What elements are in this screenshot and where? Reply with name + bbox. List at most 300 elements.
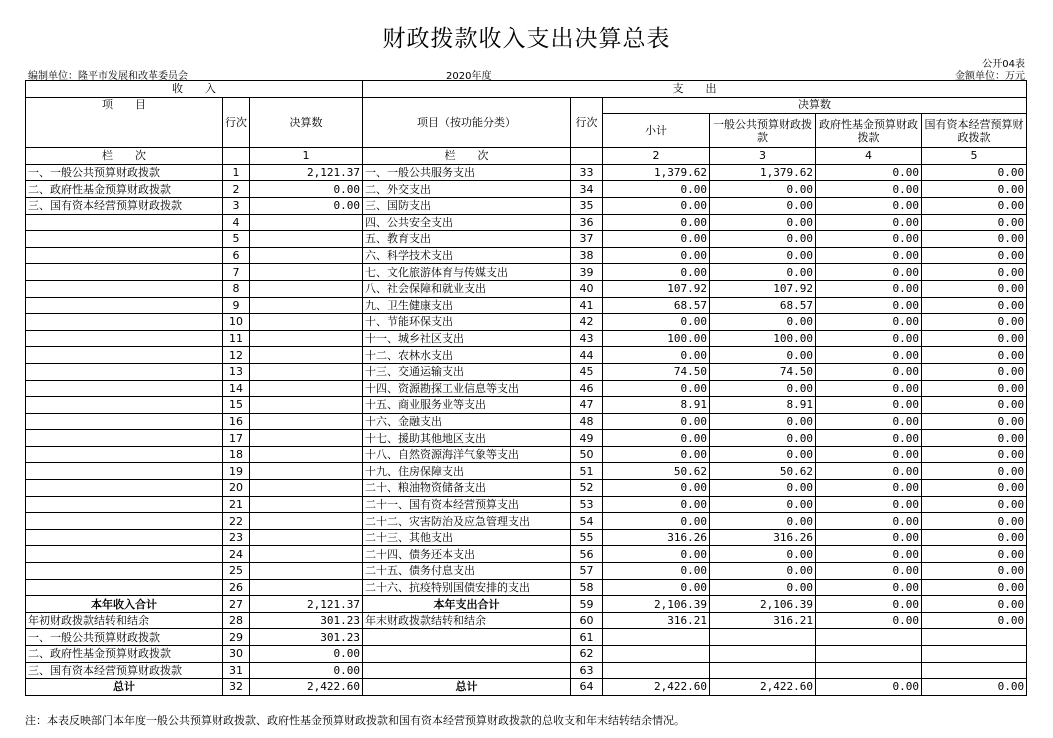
expense-row-no: 46 (571, 380, 603, 397)
expense-fund: 0.00 (816, 363, 922, 380)
expense-subtotal (603, 662, 710, 679)
income-item (26, 330, 223, 347)
table-row (26, 363, 1027, 380)
income-amount (250, 247, 363, 264)
income-amount (250, 347, 363, 364)
expense-row-no: 44 (571, 347, 603, 364)
func-item-header: 项目（按功能分类） (363, 97, 571, 148)
expense-state: 0.00 (922, 280, 1027, 297)
expense-row-no: 33 (571, 164, 603, 181)
expense-row-no: 56 (571, 546, 603, 563)
expense-general: 0.00 (710, 513, 816, 530)
expense-fund: 0.00 (816, 264, 922, 281)
general-header: 一般公共预算财政拨款 (710, 114, 816, 148)
expense-general: 0.00 (710, 247, 816, 264)
income-item (26, 529, 223, 546)
income-amount (250, 546, 363, 563)
page-title: 财政拨款收入支出决算总表 (382, 26, 671, 52)
expense-row-no: 64 (571, 679, 603, 696)
expense-general: 0.00 (710, 231, 816, 248)
income-amount (250, 463, 363, 480)
income-row-no: 3 (223, 197, 250, 214)
expense-item: 十四、资源勘探工业信息等支出 (363, 380, 571, 397)
table-row (26, 612, 1027, 629)
income-row-no: 7 (223, 264, 250, 281)
expense-general: 0.00 (710, 380, 816, 397)
expense-item: 二、外交支出 (363, 181, 571, 198)
expense-subtotal (603, 646, 710, 663)
income-item: 年初财政拨款结转和结余 (26, 612, 223, 629)
state-header: 国有资本经营预算财政拨款 (922, 114, 1027, 148)
income-item (26, 214, 223, 231)
income-amount: 0.00 (250, 662, 363, 679)
income-item: 本年收入合计 (26, 596, 223, 613)
expense-state: 0.00 (922, 231, 1027, 248)
income-item (26, 297, 223, 314)
income-amount: 2,121.37 (250, 164, 363, 181)
income-row-no: 2 (223, 181, 250, 198)
expense-state: 0.00 (922, 513, 1027, 530)
expense-row-no: 53 (571, 496, 603, 513)
col-number: 4 (816, 148, 922, 165)
item-header: 项 目 (26, 97, 223, 148)
table-row (26, 314, 1027, 331)
expense-row-no: 35 (571, 197, 603, 214)
income-row-no: 15 (223, 397, 250, 414)
expense-row-no: 51 (571, 463, 603, 480)
expense-subtotal: 0.00 (603, 579, 710, 596)
income-row-no: 32 (223, 679, 250, 696)
expense-general: 107.92 (710, 280, 816, 297)
expense-subtotal: 0.00 (603, 197, 710, 214)
income-row-no: 30 (223, 646, 250, 663)
expense-subtotal: 0.00 (603, 430, 710, 447)
income-row-no: 6 (223, 247, 250, 264)
table-row (26, 164, 1027, 181)
expense-subtotal: 0.00 (603, 413, 710, 430)
expense-general: 316.26 (710, 529, 816, 546)
income-amount: 301.23 (250, 629, 363, 646)
expense-item: 年末财政拨款结转和结余 (363, 612, 571, 629)
expense-row-no: 39 (571, 264, 603, 281)
income-item (26, 380, 223, 397)
income-amount (250, 280, 363, 297)
income-amount: 2,121.37 (250, 596, 363, 613)
expense-state: 0.00 (922, 596, 1027, 613)
table-row (26, 181, 1027, 198)
income-row-no: 17 (223, 430, 250, 447)
expense-item: 五、教育支出 (363, 231, 571, 248)
org-name: 编制单位：隆平市发展和改革委员会 (28, 71, 188, 82)
expense-row-no: 52 (571, 480, 603, 497)
expense-subtotal: 0.00 (603, 231, 710, 248)
income-item (26, 280, 223, 297)
expense-subtotal: 1,379.62 (603, 164, 710, 181)
expense-fund: 0.00 (816, 480, 922, 497)
expense-item: 一、一般公共服务支出 (363, 164, 571, 181)
row-no-header: 行次 (223, 97, 250, 148)
expense-row-no: 47 (571, 397, 603, 414)
expense-row-no: 54 (571, 513, 603, 530)
income-amount: 2,422.60 (250, 679, 363, 696)
expense-fund: 0.00 (816, 679, 922, 696)
expense-item: 十三、交通运输支出 (363, 363, 571, 380)
expense-item: 十八、自然资源海洋气象等支出 (363, 446, 571, 463)
income-amount (250, 413, 363, 430)
fund-header: 政府性基金预算财政拨款 (816, 114, 922, 148)
expense-general: 0.00 (710, 197, 816, 214)
income-item (26, 231, 223, 248)
income-amount: 301.23 (250, 612, 363, 629)
table-body (26, 81, 1027, 696)
table-row (26, 197, 1027, 214)
expense-subtotal: 2,106.39 (603, 596, 710, 613)
lanci-label: 栏 次 (26, 148, 223, 165)
expense-state: 0.00 (922, 214, 1027, 231)
expense-row-no: 40 (571, 280, 603, 297)
expense-general: 100.00 (710, 330, 816, 347)
table-row (26, 413, 1027, 430)
expense-subtotal: 0.00 (603, 264, 710, 281)
expense-general: 0.00 (710, 480, 816, 497)
income-amount (250, 264, 363, 281)
income-item (26, 314, 223, 331)
income-item: 二、政府性基金预算财政拨款 (26, 646, 223, 663)
income-item (26, 579, 223, 596)
table-row (26, 646, 1027, 663)
income-row-no: 21 (223, 496, 250, 513)
expense-state: 0.00 (922, 330, 1027, 347)
income-amount (250, 231, 363, 248)
expense-state: 0.00 (922, 380, 1027, 397)
expense-general: 0.00 (710, 413, 816, 430)
income-row-no: 22 (223, 513, 250, 530)
income-row-no: 16 (223, 413, 250, 430)
expense-subtotal: 8.91 (603, 397, 710, 414)
expense-fund: 0.00 (816, 347, 922, 364)
expense-fund: 0.00 (816, 563, 922, 580)
expense-fund: 0.00 (816, 513, 922, 530)
expense-state: 0.00 (922, 446, 1027, 463)
expense-row-no: 42 (571, 314, 603, 331)
income-item: 总计 (26, 679, 223, 696)
expense-fund: 0.00 (816, 297, 922, 314)
expense-state: 0.00 (922, 679, 1027, 696)
income-row-no: 31 (223, 662, 250, 679)
expense-subtotal: 0.00 (603, 214, 710, 231)
expense-fund: 0.00 (816, 247, 922, 264)
expense-row-no: 62 (571, 646, 603, 663)
table-row (26, 446, 1027, 463)
income-row-no: 26 (223, 579, 250, 596)
expense-subtotal: 107.92 (603, 280, 710, 297)
income-amount (250, 397, 363, 414)
income-item (26, 513, 223, 530)
expense-fund: 0.00 (816, 612, 922, 629)
income-row-no: 8 (223, 280, 250, 297)
expense-fund (816, 646, 922, 663)
expense-general: 74.50 (710, 363, 816, 380)
income-row-no: 19 (223, 463, 250, 480)
income-item: 一、一般公共预算财政拨款 (26, 164, 223, 181)
income-item: 一、一般公共预算财政拨款 (26, 629, 223, 646)
expense-state: 0.00 (922, 197, 1027, 214)
table-row (26, 347, 1027, 364)
expense-state: 0.00 (922, 164, 1027, 181)
expense-subtotal: 50.62 (603, 463, 710, 480)
table-row (26, 280, 1027, 297)
table-row (26, 297, 1027, 314)
expense-general: 0.00 (710, 264, 816, 281)
expense-subtotal: 0.00 (603, 380, 710, 397)
income-amount (250, 529, 363, 546)
expense-subtotal (603, 629, 710, 646)
expense-row-no: 63 (571, 662, 603, 679)
expense-subtotal: 0.00 (603, 446, 710, 463)
income-item (26, 397, 223, 414)
expense-subtotal: 100.00 (603, 330, 710, 347)
expense-subtotal: 0.00 (603, 563, 710, 580)
expense-subtotal: 316.21 (603, 612, 710, 629)
expense-item: 十六、金融支出 (363, 413, 571, 430)
table-row (26, 563, 1027, 580)
income-item (26, 247, 223, 264)
expense-item: 二十三、其他支出 (363, 529, 571, 546)
income-amount (250, 297, 363, 314)
income-row-no: 18 (223, 446, 250, 463)
expense-fund: 0.00 (816, 463, 922, 480)
expense-state: 0.00 (922, 347, 1027, 364)
table-row (26, 214, 1027, 231)
expense-state: 0.00 (922, 430, 1027, 447)
col-number: 2 (603, 148, 710, 165)
table-row (26, 231, 1027, 248)
expense-fund: 0.00 (816, 314, 922, 331)
expense-state: 0.00 (922, 463, 1027, 480)
expense-row-no-header: 行次 (571, 97, 603, 148)
expense-subtotal: 2,422.60 (603, 679, 710, 696)
expense-subtotal: 0.00 (603, 513, 710, 530)
column-number-row (26, 148, 1027, 165)
table-row (26, 463, 1027, 480)
col-number: 5 (922, 148, 1027, 165)
expense-item: 二十六、抗疫特别国债安排的支出 (363, 579, 571, 596)
expense-general: 2,106.39 (710, 596, 816, 613)
expense-item: 二十一、国有资本经营预算支出 (363, 496, 571, 513)
income-amount (250, 314, 363, 331)
finance-table (25, 80, 1027, 696)
table-row (26, 529, 1027, 546)
income-row-no: 13 (223, 363, 250, 380)
table-row (26, 513, 1027, 530)
income-amount (250, 430, 363, 447)
income-row-no: 9 (223, 297, 250, 314)
expense-item (363, 662, 571, 679)
table-row (26, 629, 1027, 646)
expense-state: 0.00 (922, 314, 1027, 331)
subtotal-header: 小计 (603, 114, 710, 148)
expense-row-no: 49 (571, 430, 603, 447)
income-amount (250, 496, 363, 513)
expense-fund: 0.00 (816, 330, 922, 347)
expense-row-no: 58 (571, 579, 603, 596)
expense-general: 0.00 (710, 546, 816, 563)
expense-state: 0.00 (922, 496, 1027, 513)
income-item (26, 463, 223, 480)
income-item (26, 446, 223, 463)
income-item (26, 480, 223, 497)
expense-row-no: 41 (571, 297, 603, 314)
income-amount: 0.00 (250, 197, 363, 214)
expense-state: 0.00 (922, 546, 1027, 563)
expense-row-no: 60 (571, 612, 603, 629)
expense-state: 0.00 (922, 247, 1027, 264)
table-row (26, 546, 1027, 563)
expense-fund: 0.00 (816, 579, 922, 596)
expense-state: 0.00 (922, 297, 1027, 314)
expense-general: 0.00 (710, 430, 816, 447)
income-row-no: 14 (223, 380, 250, 397)
income-row-no: 23 (223, 529, 250, 546)
expense-fund: 0.00 (816, 397, 922, 414)
income-item: 三、国有资本经营预算财政拨款 (26, 662, 223, 679)
expense-item: 三、国防支出 (363, 197, 571, 214)
expense-fund: 0.00 (816, 496, 922, 513)
col-number: 1 (250, 148, 363, 165)
expense-state (922, 662, 1027, 679)
expense-row-no: 57 (571, 563, 603, 580)
expense-item: 二十四、债务还本支出 (363, 546, 571, 563)
expense-row-no: 43 (571, 330, 603, 347)
income-item (26, 264, 223, 281)
income-amount (250, 363, 363, 380)
expense-row-no: 50 (571, 446, 603, 463)
header-row-1 (26, 81, 1027, 98)
expense-general: 50.62 (710, 463, 816, 480)
income-amount (250, 446, 363, 463)
expense-item: 十九、住房保障支出 (363, 463, 571, 480)
amount-unit: 金额单位：万元 (955, 71, 1025, 82)
income-amount: 0.00 (250, 646, 363, 663)
expense-state: 0.00 (922, 563, 1027, 580)
expense-state (922, 646, 1027, 663)
income-row-no: 27 (223, 596, 250, 613)
table-row (26, 330, 1027, 347)
income-item: 二、政府性基金预算财政拨款 (26, 181, 223, 198)
final-header: 决算数 (603, 97, 1027, 114)
income-amount (250, 214, 363, 231)
income-amount (250, 563, 363, 580)
income-item (26, 347, 223, 364)
expense-item: 九、卫生健康支出 (363, 297, 571, 314)
expense-state: 0.00 (922, 363, 1027, 380)
table-row (26, 247, 1027, 264)
expense-general: 0.00 (710, 496, 816, 513)
income-item (26, 413, 223, 430)
expense-subtotal: 68.57 (603, 297, 710, 314)
expense-item: 十一、城乡社区支出 (363, 330, 571, 347)
expense-general: 68.57 (710, 297, 816, 314)
income-row-no: 10 (223, 314, 250, 331)
expense-row-no: 38 (571, 247, 603, 264)
expense-state: 0.00 (922, 529, 1027, 546)
expense-subtotal: 0.00 (603, 546, 710, 563)
footnote: 注：本表反映部门本年度一般公共预算财政拨款、政府性基金预算财政拨款和国有资本经营预算财政拨款的总收支和年末结转结余情况。 (25, 714, 685, 727)
expense-row-no: 37 (571, 231, 603, 248)
expense-item: 二十二、灾害防治及应急管理支出 (363, 513, 571, 530)
expense-item: 七、文化旅游体育与传媒支出 (363, 264, 571, 281)
income-amount (250, 480, 363, 497)
col-number: 3 (710, 148, 816, 165)
expense-fund: 0.00 (816, 380, 922, 397)
expense-fund: 0.00 (816, 197, 922, 214)
expense-state: 0.00 (922, 397, 1027, 414)
expense-general: 0.00 (710, 446, 816, 463)
income-row-no: 1 (223, 164, 250, 181)
expense-row-no: 55 (571, 529, 603, 546)
income-row-no: 25 (223, 563, 250, 580)
expense-fund: 0.00 (816, 280, 922, 297)
expense-fund: 0.00 (816, 214, 922, 231)
income-row-no: 5 (223, 231, 250, 248)
expense-general: 0.00 (710, 314, 816, 331)
income-item (26, 496, 223, 513)
expense-general: 316.21 (710, 612, 816, 629)
table-row (26, 579, 1027, 596)
table-row (26, 496, 1027, 513)
expense-item: 十七、援助其他地区支出 (363, 430, 571, 447)
table-row (26, 662, 1027, 679)
income-row-no: 24 (223, 546, 250, 563)
expense-item: 十、节能环保支出 (363, 314, 571, 331)
income-amount (250, 513, 363, 530)
income-row-no: 28 (223, 612, 250, 629)
expense-fund: 0.00 (816, 446, 922, 463)
income-item (26, 563, 223, 580)
expense-item: 十五、商业服务业等支出 (363, 397, 571, 414)
expense-subtotal: 0.00 (603, 181, 710, 198)
income-row-no: 20 (223, 480, 250, 497)
expense-fund: 0.00 (816, 181, 922, 198)
table-row (26, 397, 1027, 414)
expense-general: 1,379.62 (710, 164, 816, 181)
expense-general: 2,422.60 (710, 679, 816, 696)
expense-item: 二十、粮油物资储备支出 (363, 480, 571, 497)
income-item: 三、国有资本经营预算财政拨款 (26, 197, 223, 214)
expense-subtotal: 74.50 (603, 363, 710, 380)
expense-item: 六、科学技术支出 (363, 247, 571, 264)
expense-fund: 0.00 (816, 546, 922, 563)
expense-state (922, 629, 1027, 646)
expense-state: 0.00 (922, 264, 1027, 281)
expense-state: 0.00 (922, 181, 1027, 198)
expense-row-no: 59 (571, 596, 603, 613)
expense-item (363, 629, 571, 646)
form-code: 公开04表 (982, 59, 1025, 70)
expense-fund: 0.00 (816, 164, 922, 181)
expense-fund (816, 662, 922, 679)
expense-general: 0.00 (710, 181, 816, 198)
expense-subtotal: 0.00 (603, 314, 710, 331)
expense-fund: 0.00 (816, 231, 922, 248)
expense-header: 支 出 (363, 81, 1027, 98)
expense-general (710, 662, 816, 679)
table-row (26, 596, 1027, 613)
expense-state: 0.00 (922, 579, 1027, 596)
expense-fund: 0.00 (816, 529, 922, 546)
expense-fund: 0.00 (816, 413, 922, 430)
expense-state: 0.00 (922, 413, 1027, 430)
